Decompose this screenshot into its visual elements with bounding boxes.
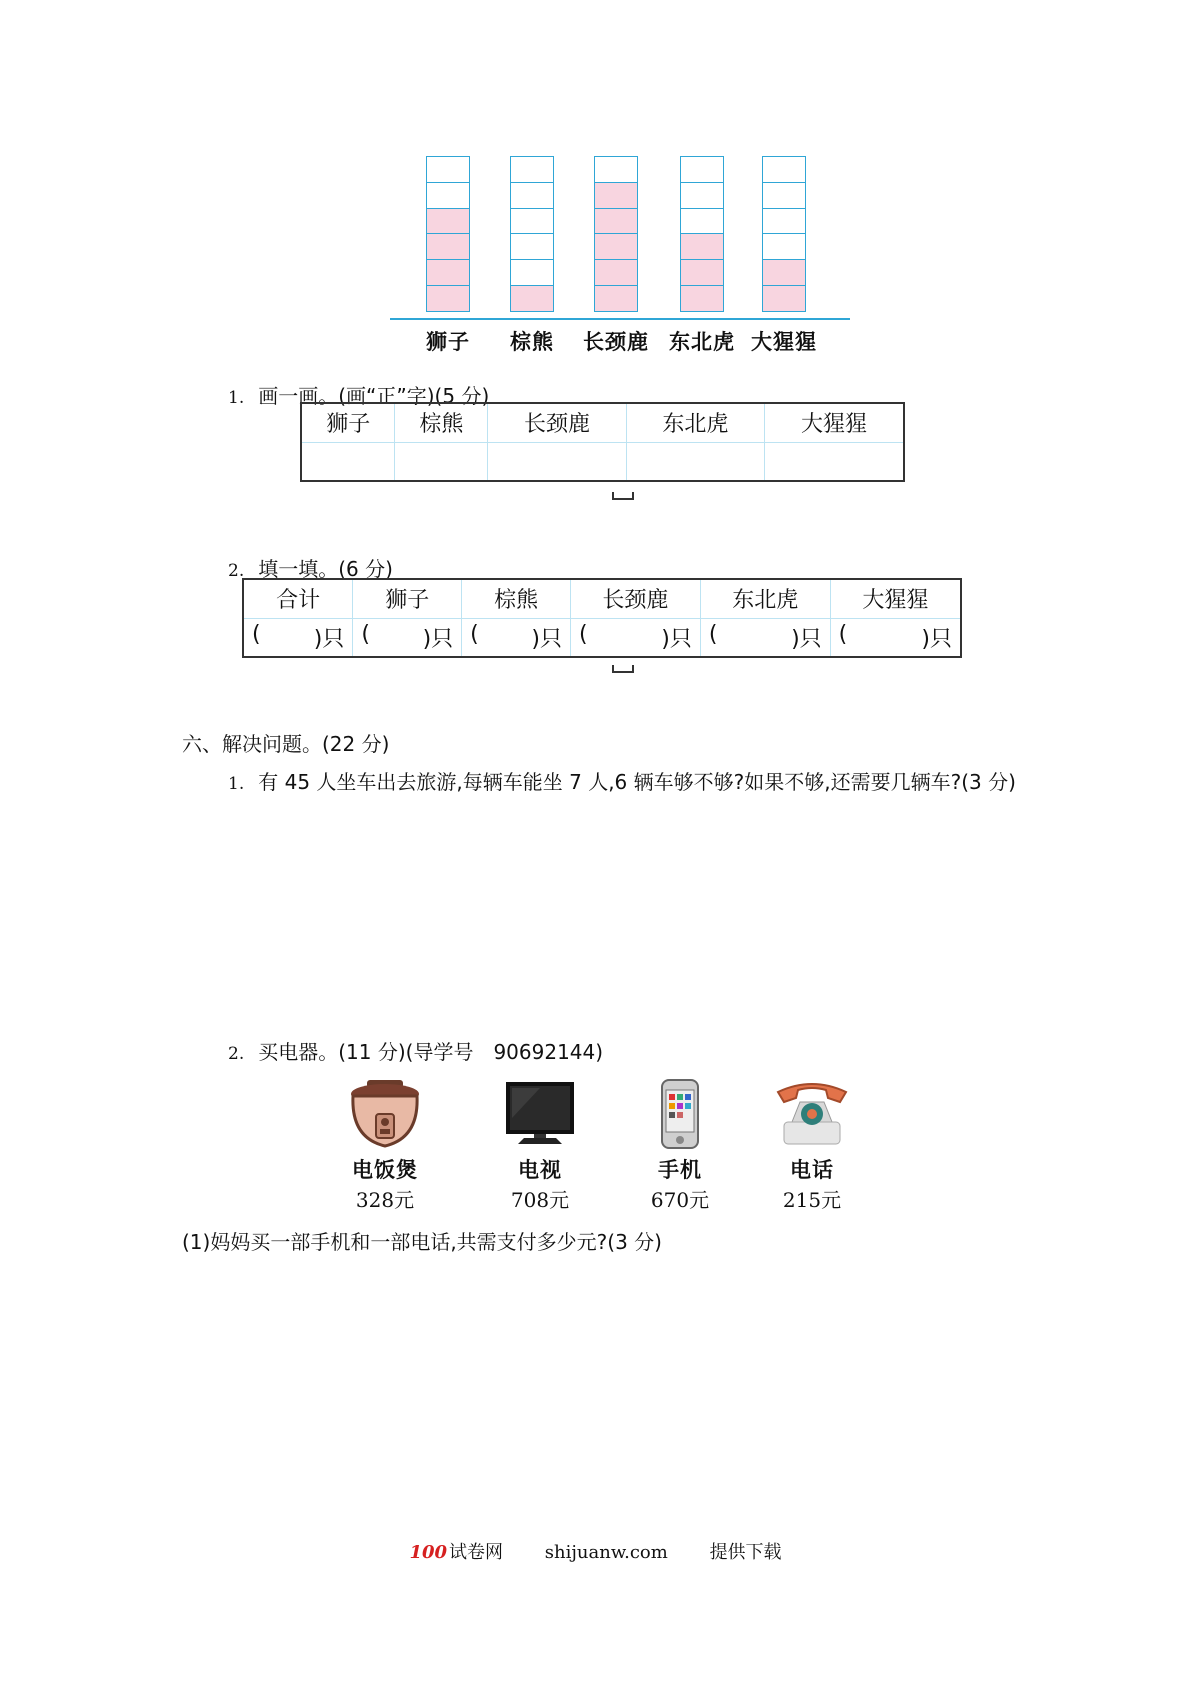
chart-empty-cell <box>762 209 806 235</box>
q1-header-1: 棕熊 <box>395 403 488 442</box>
q2-number: 2. <box>228 561 245 581</box>
chart-empty-cell <box>510 209 554 235</box>
blank-open: ( <box>708 621 718 647</box>
q1-header-3: 东北虎 <box>626 403 764 442</box>
phone-icon <box>640 1078 720 1150</box>
chart-empty-cell <box>680 156 724 183</box>
problem1 <box>228 766 1016 795</box>
telephone-icon <box>772 1078 852 1150</box>
chart-category-label: 狮子 <box>426 330 470 354</box>
q2-text: 填一填。(6 分) <box>258 557 393 581</box>
q1-header-4: 大猩猩 <box>765 403 904 442</box>
section6-title: 六、解决问题。(22 分) <box>182 732 390 756</box>
chart-empty-cell <box>594 156 638 183</box>
q1-header-2: 长颈鹿 <box>488 403 626 442</box>
problem2-text: 买电器。(11 分)(导学号 90692144) <box>258 1040 604 1064</box>
q1-draw-cell[interactable] <box>488 442 626 481</box>
q2-fill-cell[interactable] <box>353 618 462 657</box>
chart-empty-cell <box>762 183 806 209</box>
rice-cooker-icon <box>345 1078 425 1150</box>
product-telephone <box>757 1078 867 1213</box>
chart-filled-cell <box>594 286 638 312</box>
blank-open: ( <box>252 621 261 647</box>
blank-close: )只 <box>791 626 822 652</box>
pictograph-chart <box>390 150 850 354</box>
chart-filled-cell <box>594 234 638 260</box>
q1-text: 画一画。(画“正”字)(5 分) <box>258 384 490 408</box>
chart-filled-cell <box>680 260 724 286</box>
chart-column-3 <box>680 156 724 312</box>
q1-draw-cell[interactable] <box>301 442 395 481</box>
blank-open: ( <box>470 621 479 647</box>
chart-filled-cell <box>426 260 470 286</box>
product-price: 708元 <box>510 1188 570 1212</box>
chart-filled-cell <box>426 209 470 235</box>
product-name: 电话 <box>790 1158 834 1182</box>
page-footer <box>0 1538 1191 1564</box>
q1-draw-cell[interactable] <box>395 442 488 481</box>
chart-filled-cell <box>594 260 638 286</box>
q1-header-0: 狮子 <box>301 403 395 442</box>
blank-close: )只 <box>422 626 454 652</box>
problem2 <box>228 1036 603 1065</box>
q2-header-4: 东北虎 <box>700 579 830 618</box>
q1-draw-cell[interactable] <box>626 442 764 481</box>
product-price: 215元 <box>782 1188 842 1212</box>
product-price: 670元 <box>650 1188 710 1212</box>
chart-filled-cell <box>594 209 638 235</box>
chart-category-label: 长颈鹿 <box>583 330 649 354</box>
q2-fill-cell[interactable] <box>700 618 830 657</box>
chart-empty-cell <box>510 260 554 286</box>
problem2-number: 2. <box>228 1044 245 1064</box>
q2-header-3: 长颈鹿 <box>571 579 701 618</box>
q2-fill-cell[interactable] <box>571 618 701 657</box>
chart-column-0 <box>426 156 470 312</box>
subquestion-1: (1)妈妈买一部手机和一部电话,共需支付多少元?(3 分) <box>182 1230 662 1254</box>
q1-number: 1. <box>228 388 245 408</box>
chart-category-label: 东北虎 <box>669 330 735 354</box>
download-note: 提供下载 <box>709 1542 782 1563</box>
chart-empty-cell <box>680 183 724 209</box>
chart-filled-cell <box>680 234 724 260</box>
chart-column-4 <box>762 156 806 312</box>
blank-open: ( <box>361 621 370 647</box>
chart-column-2 <box>594 156 638 312</box>
product-name: 电视 <box>518 1158 562 1182</box>
q2-header-2: 棕熊 <box>462 579 571 618</box>
q2-header-1: 狮子 <box>353 579 462 618</box>
chart-empty-cell <box>680 209 724 235</box>
chart-empty-cell <box>426 156 470 183</box>
q2-header-5: 大猩猩 <box>830 579 961 618</box>
q2-bracket-mark <box>612 665 634 673</box>
q2-header-0: 合计 <box>243 579 353 618</box>
chart-empty-cell <box>426 183 470 209</box>
problem1-number: 1. <box>228 774 245 794</box>
product-price: 328元 <box>355 1188 415 1212</box>
q1-bracket-mark <box>612 492 634 500</box>
q2-fill-cell[interactable] <box>243 618 353 657</box>
product-name: 手机 <box>658 1158 702 1182</box>
product-tv <box>485 1078 595 1213</box>
blank-close: )只 <box>921 626 952 652</box>
chart-empty-cell <box>762 234 806 260</box>
chart-filled-cell <box>762 286 806 312</box>
chart-filled-cell <box>594 183 638 209</box>
chart-filled-cell <box>426 286 470 312</box>
problem1-text: 有 45 人坐车出去旅游,每辆车能坐 7 人,6 辆车够不够?如果不够,还需要几辆车?(3 分) <box>258 770 1016 794</box>
blank-close: )只 <box>531 626 562 652</box>
chart-filled-cell <box>426 234 470 260</box>
site-name: 试卷网 <box>449 1542 504 1563</box>
chart-empty-cell <box>510 234 554 260</box>
product-name: 电饭煲 <box>352 1158 418 1182</box>
chart-category-label: 大猩猩 <box>751 330 817 354</box>
chart-baseline <box>390 318 850 320</box>
chart-empty-cell <box>510 156 554 183</box>
q1-draw-cell[interactable] <box>765 442 904 481</box>
chart-empty-cell <box>510 183 554 209</box>
chart-filled-cell <box>762 260 806 286</box>
product-phone <box>625 1078 735 1213</box>
q2-table <box>242 578 962 658</box>
blank-close: )只 <box>661 626 692 652</box>
site-domain[interactable]: shijuanw.com <box>544 1542 668 1563</box>
q2-fill-cell[interactable] <box>462 618 571 657</box>
blank-open: ( <box>579 621 588 647</box>
chart-column-1 <box>510 156 554 312</box>
q2-fill-cell[interactable] <box>830 618 961 657</box>
chart-filled-cell <box>510 286 554 312</box>
tv-icon <box>500 1078 580 1150</box>
product-rice-cooker <box>330 1078 440 1213</box>
q1-table <box>300 402 905 482</box>
blank-open: ( <box>838 621 848 647</box>
chart-empty-cell <box>762 156 806 183</box>
blank-close: )只 <box>313 626 345 652</box>
chart-category-label: 棕熊 <box>510 330 554 354</box>
chart-filled-cell <box>680 286 724 312</box>
site-logo: 100 <box>409 1542 448 1563</box>
